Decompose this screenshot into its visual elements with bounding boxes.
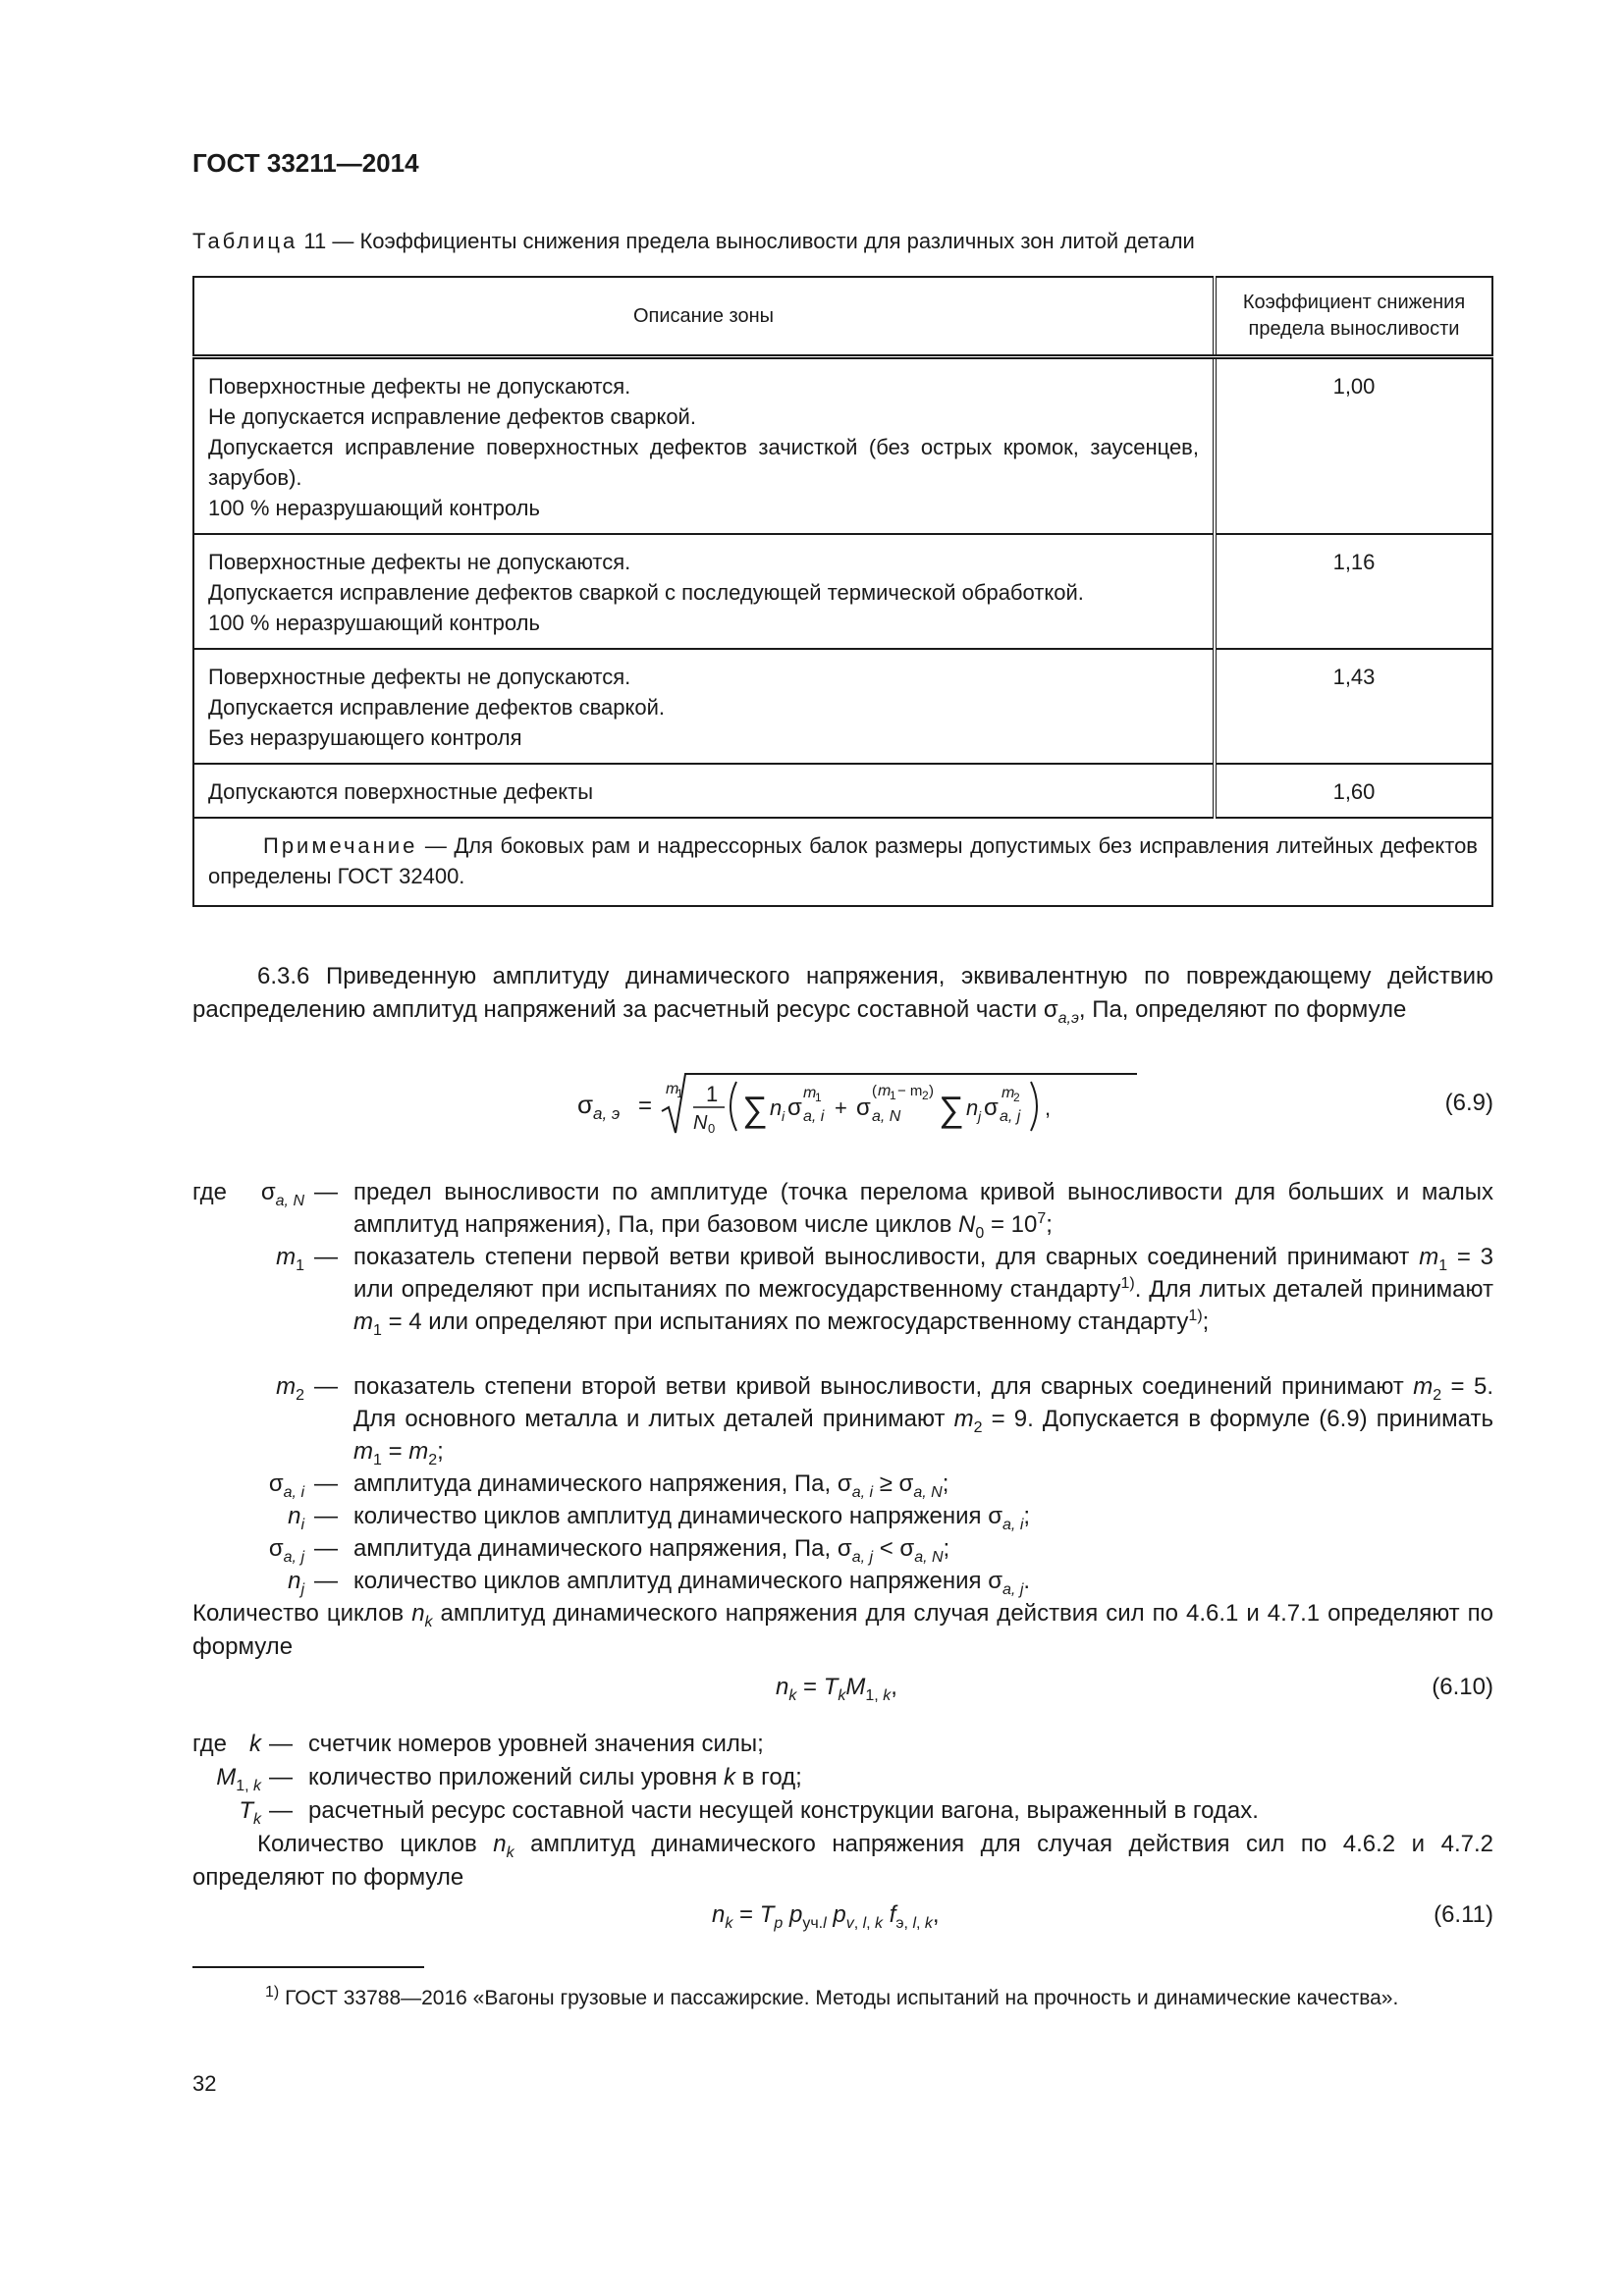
definition-text: расчетный ресурс составной части несущей конструкции вагона, выраженный в годах. <box>308 1797 1259 1824</box>
definition-dash: — <box>314 1503 338 1529</box>
svg-text:a, N: a, N <box>872 1108 901 1125</box>
zone-description: Поверхностные дефекты не допускаются. Допускается исправление дефектов сваркой с последующей термической обработкой. 100 % неразрушающий контроль <box>193 534 1215 649</box>
paragraph-nk-4-6-1: Количество циклов $n_k$ амплитуд динамического напряжения для случая действия сил по 4.6.1 и 4.7.1 определяют по формуле <box>192 1600 1494 1660</box>
definition-symbol: $n_j$ <box>288 1568 304 1598</box>
definition-text: предел выносливости по амплитуде (точка перелома кривой выносливости для больших и малых амплитуд напряжения), Па, при базовом числе циклов $N_0 = 10^7$; <box>353 1179 1493 1242</box>
definition-dash: — <box>314 1470 338 1497</box>
svg-text:m: m <box>803 1085 817 1101</box>
svg-text:): ) <box>929 1083 934 1099</box>
zone-description: Поверхностные дефекты не допускаются. Не допускается исправление дефектов сваркой. Допускается исправление поверхностных дефектов зачисткой (без острых кромок, заусенцев, зарубов). 100 % неразрушающий контроль <box>193 357 1215 535</box>
equation-number-6-10: (6.10) <box>1432 1674 1493 1700</box>
definition-symbol: $m_2$ <box>276 1373 304 1404</box>
table-caption <box>192 229 1195 254</box>
definition-dash: — <box>269 1764 293 1790</box>
column-header-zone: Описание зоны <box>193 277 1215 357</box>
svg-text:m: m <box>878 1083 892 1099</box>
svg-text:− m: − m <box>897 1083 923 1099</box>
footnote-text: ГОСТ 33788—2016 «Вагоны грузовые и пассажирские. Методы испытаний на прочность и динамические качества». <box>285 1987 1399 2009</box>
coefficients-table <box>192 276 1493 907</box>
definition-dash: — <box>314 1568 338 1594</box>
definition-text: количество приложений силы уровня k в год; <box>308 1764 802 1790</box>
formula-6-9-graphic <box>577 1060 1186 1139</box>
definition-text: количество циклов амплитуд динамического напряжения $\sigma_{a, j}$. <box>353 1568 1031 1598</box>
footnote-separator <box>192 1966 424 1968</box>
table-row <box>193 357 1492 535</box>
coefficient-value: 1,60 <box>1215 764 1492 818</box>
definition-dash: — <box>314 1535 338 1562</box>
table-note-row <box>193 818 1492 906</box>
svg-text:a, э: a, э <box>593 1104 621 1123</box>
svg-text:σ: σ <box>984 1095 999 1121</box>
coefficient-value: 1,00 <box>1215 357 1492 535</box>
definition-symbol: $\sigma_{a, j}$ <box>268 1535 304 1566</box>
definition-symbol: $M_{1, k}$ <box>216 1764 261 1794</box>
definition-symbol: $m_1$ <box>276 1244 304 1274</box>
svg-text:m: m <box>666 1081 679 1097</box>
zone-description: Поверхностные дефекты не допускаются. Допускается исправление дефектов сваркой. Без неразрушающего контроля <box>193 649 1215 764</box>
svg-text:,: , <box>1045 1095 1052 1120</box>
definition-dash: — <box>314 1373 338 1400</box>
paragraph-nk-4-6-2: Количество циклов $n_k$ амплитуд динамического напряжения для случая действия сил по 4.6.2 и 4.7.2 определяют по формуле <box>192 1831 1493 1891</box>
paragraph-6-3-6: 6.3.6 Приведенную амплитуду динамического напряжения, эквивалентную по повреждающему действию распределению амплитуд напряжений за расчетный ресурс составной части $\sigma_{a,э}$, Па, определяют по формуле <box>192 963 1493 1027</box>
coefficient-value: 1,16 <box>1215 534 1492 649</box>
definition-symbol: $\sigma_{a, N}$ <box>260 1179 304 1209</box>
where-label: где <box>192 1731 228 1757</box>
svg-text:∑: ∑ <box>939 1089 964 1129</box>
svg-text:j: j <box>978 1108 982 1124</box>
where-label: где <box>192 1179 228 1205</box>
svg-text:2: 2 <box>922 1089 929 1102</box>
table-caption-text: 11 — Коэффициенты снижения предела выносливости для различных зон литой детали <box>303 229 1195 253</box>
svg-text:i: i <box>782 1108 785 1124</box>
svg-text:σ: σ <box>787 1095 802 1121</box>
svg-text:N: N <box>693 1112 708 1134</box>
definition-symbol: $n_i$ <box>288 1503 304 1533</box>
formula-6-11: $n_k = T_p$ $p_{уч.l}$ $p_{v, l, k}$ $f_{э, l, k}$, <box>712 1901 940 1932</box>
equation-number-6-11: (6.11) <box>1434 1901 1493 1928</box>
definition-dash: — <box>269 1797 293 1824</box>
svg-text:n: n <box>966 1095 979 1120</box>
definition-text: количество циклов амплитуд динамического напряжения $\sigma_{a, i}$; <box>353 1503 1031 1533</box>
svg-text:m: m <box>1001 1085 1015 1101</box>
definition-symbol: $T_k$ <box>239 1797 261 1828</box>
definition-text: амплитуда динамического напряжения, Па, $\sigma_{a, j} < \sigma_{a, N}$; <box>353 1535 950 1566</box>
table-row <box>193 764 1492 818</box>
table-header-row <box>193 277 1492 357</box>
svg-text:+: + <box>835 1095 847 1120</box>
svg-text:1: 1 <box>890 1089 896 1102</box>
table-row <box>193 534 1492 649</box>
svg-text:1: 1 <box>815 1091 822 1104</box>
definition-text: показатель степени второй ветви кривой выносливости, для сварных соединений принимают $m_2 = 5$. Для основного металла и литых деталей принимают $m_2 = 9$. Допускается в формуле (6.9) принимать $m_1 = m_2$; <box>353 1373 1493 1468</box>
definition-text: показатель степени первой ветви кривой выносливости, для сварных соединений принимают $m_1 = 3$ или определяют при испытаниях по межгосударственному стандарту$^{1)}$. Для литых деталей принимают $m_1 = 4$ или определяют при испытаниях по межгосударственному стандарту$^{1)}$; <box>353 1244 1494 1339</box>
svg-text:n: n <box>770 1095 783 1120</box>
definition-dash: — <box>314 1179 338 1205</box>
definition-symbol: $\sigma_{a, i}$ <box>268 1470 304 1501</box>
svg-text:a, i: a, i <box>803 1108 825 1125</box>
footnote <box>192 1983 1493 2013</box>
table-note <box>193 818 1492 906</box>
page-number: 32 <box>192 2071 217 2096</box>
note-label: Примечание <box>263 833 418 858</box>
svg-text:(: ( <box>872 1083 877 1099</box>
definition-symbol: k <box>249 1731 261 1757</box>
formula-6-10: $n_k = T_kM_{1, k}$, <box>776 1674 897 1704</box>
svg-text:σ: σ <box>577 1090 594 1119</box>
svg-text:0: 0 <box>708 1121 716 1136</box>
svg-text:a, j: a, j <box>1000 1108 1021 1125</box>
note-text: — Для боковых рам и надрессорных балок размеры допустимых без исправления литейных дефектов определены ГОСТ 32400. <box>208 833 1478 888</box>
definition-dash: — <box>269 1731 293 1757</box>
definition-dash: — <box>314 1244 338 1270</box>
column-header-coefficient: Коэффициент снижения предела выносливости <box>1215 277 1492 357</box>
svg-text:1: 1 <box>677 1087 683 1100</box>
document-header: ГОСТ 33211—2014 <box>192 148 419 178</box>
equation-number-6-9: (6.9) <box>1444 1090 1493 1116</box>
definition-text: счетчик номеров уровней значения силы; <box>308 1731 764 1757</box>
zone-description: Допускаются поверхностные дефекты <box>193 764 1215 818</box>
footnote-mark: 1) <box>265 1984 280 2001</box>
svg-text:∑: ∑ <box>742 1089 768 1129</box>
table-caption-label: Таблица <box>192 229 298 253</box>
svg-text:2: 2 <box>1013 1091 1020 1104</box>
table-row <box>193 649 1492 764</box>
svg-text:1: 1 <box>706 1082 719 1106</box>
svg-text:σ: σ <box>856 1095 871 1121</box>
definition-text: амплитуда динамического напряжения, Па, $\sigma_{a, i} \ge \sigma_{a, N}$; <box>353 1470 949 1501</box>
coefficient-value: 1,43 <box>1215 649 1492 764</box>
svg-text:=: = <box>638 1093 653 1119</box>
